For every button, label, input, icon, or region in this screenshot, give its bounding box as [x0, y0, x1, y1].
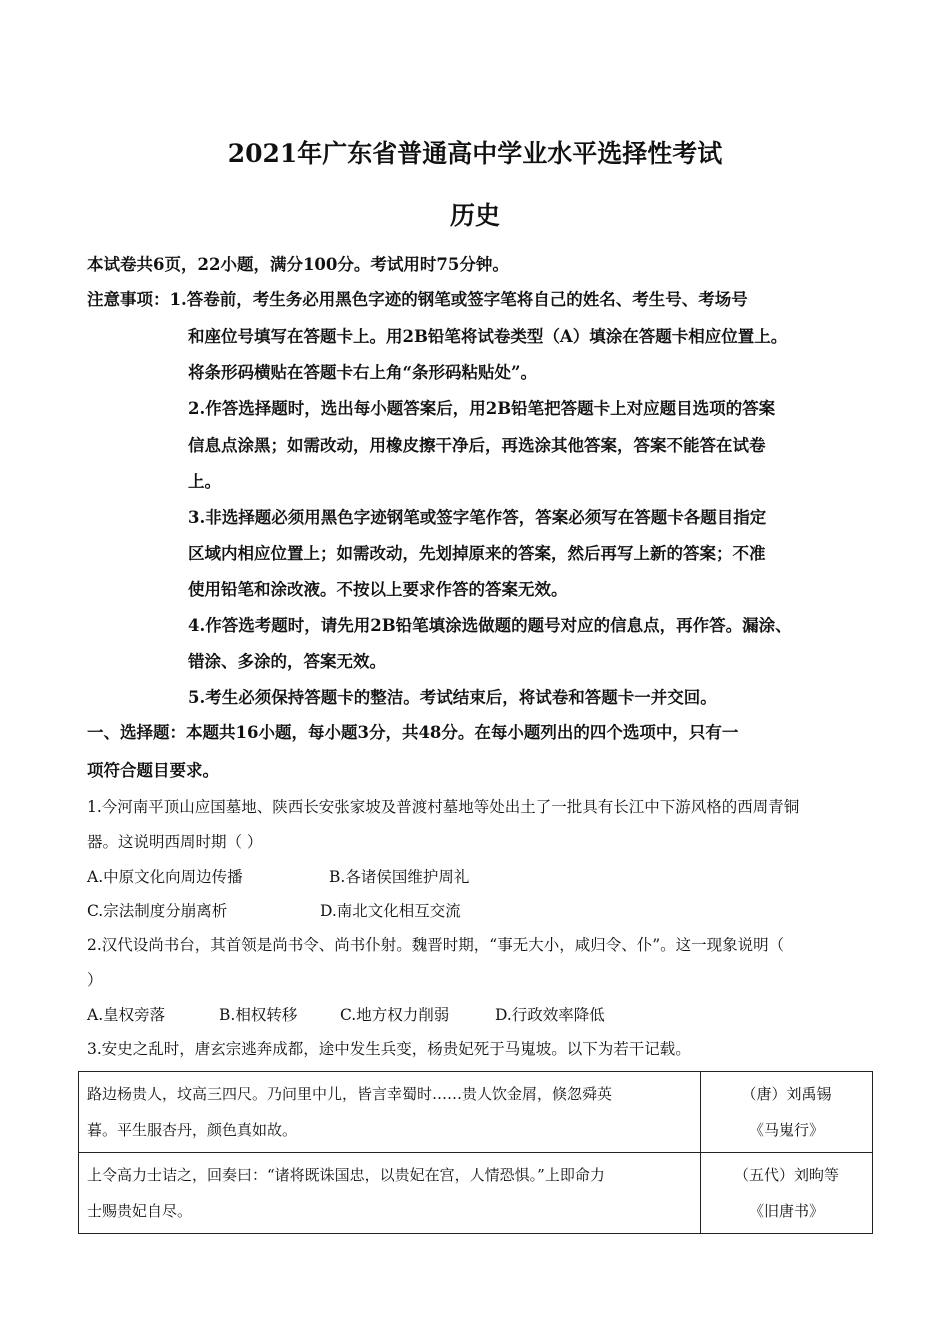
notes-label-line: 注意事项：1.答卷前，考生务必用黑色字迹的钢笔或签字笔将自己的姓名、考生号、考场号: [87, 290, 748, 309]
question-2-option-a: A.皇权旁落: [87, 1006, 166, 1024]
source-attribution-cell: [701, 1153, 873, 1234]
table-row: [79, 1153, 873, 1234]
note-line: 和座位号填写在答题卡上。用2B铅笔将试卷类型（A）填涂在答题卡相应位置上。: [188, 327, 788, 346]
question-1-stem: 1.今河南平顶山应国墓地、陕西长安张家坡及普渡村墓地等处出土了一批具有长江中下游风格的西周青铜: [87, 798, 800, 816]
question-2-option-b: B.相权转移: [219, 1006, 298, 1024]
question-1-option-d: D.南北文化相互交流: [320, 902, 461, 920]
source-author: （唐）刘禹锡: [741, 1085, 832, 1103]
note-line: 将条形码横贴在答题卡右上角“条形码粘贴处”。: [188, 363, 537, 382]
note-line: 错涂、多涂的，答案无效。: [188, 652, 386, 671]
question-2-option-c: C.地方权力削弱: [340, 1006, 450, 1024]
question-1-option-a: A.中原文化向周边传播: [87, 868, 243, 886]
question-1-option-b: B.各诸侯国维护周礼: [329, 868, 470, 886]
source-work: 《马嵬行》: [748, 1121, 824, 1139]
section-heading: 一、选择题：本题共16小题，每小题3分，共48分。在每小题列出的四个选项中，只有一: [87, 723, 739, 742]
source-text-cell: [79, 1153, 701, 1234]
question-2-stem-cont: ）: [87, 971, 103, 989]
source-work: 《旧唐书》: [748, 1202, 824, 1220]
note-line: 5.考生必须保持答题卡的整洁。考试结束后，将试卷和答题卡一并交回。: [188, 688, 717, 707]
question-3-stem: 3.安史之乱时，唐玄宗逃奔成都，途中发生兵变，杨贵妃死于马嵬坡。以下为若干记载。: [87, 1040, 691, 1058]
source-text-cell: [79, 1072, 701, 1153]
source-author: （五代）刘昫等: [733, 1166, 839, 1184]
source-attribution-cell: [701, 1072, 873, 1153]
source-table: [78, 1071, 873, 1234]
exam-subject: 历史: [449, 201, 500, 230]
note-line: 4.作答选考题时，请先用2B铅笔填涂选做题的题号对应的信息点，再作答。漏涂、: [188, 616, 792, 635]
source-text-line: 上令高力士诘之，回奏曰：“诸将既诛国忠，以贵妃在宫，人情恐惧。”上即命力: [87, 1166, 605, 1184]
question-1-stem-cont: 器。这说明西周时期（ ）: [87, 833, 263, 851]
source-text-line: 路边杨贵人，坟高三四尺。乃问里中儿，皆言幸蜀时……贵人饮金屑，倏忽舜英: [87, 1085, 613, 1103]
note-line: 信息点涂黑；如需改动，用橡皮擦干净后，再选涂其他答案，答案不能答在试卷: [188, 436, 766, 455]
exam-title: 2021年广东省普通高中学业水平选择性考试: [227, 139, 723, 168]
note-line: 上。: [188, 472, 221, 491]
source-text-line: 士赐贵妃自尽。: [87, 1202, 193, 1220]
question-2-option-d: D.行政效率降低: [495, 1006, 605, 1024]
note-line: 区域内相应位置上；如需改动，先划掉原来的答案，然后再写上新的答案；不准: [188, 544, 766, 563]
note-line: 使用铅笔和涂改液。不按以上要求作答的答案无效。: [188, 580, 568, 599]
question-1-option-c: C.宗法制度分崩离析: [87, 902, 228, 920]
note-line: 3.非选择题必须用黑色字迹钢笔或签字笔作答，答案必须写在答题卡各题目指定: [188, 508, 767, 527]
section-heading-cont: 项符合题目要求。: [87, 761, 219, 780]
exam-intro: 本试卷共6页，22小题，满分100分。考试用时75分钟。: [87, 255, 509, 274]
source-text-line: 暮。平生服杏丹，颜色真如故。: [87, 1121, 298, 1139]
table-row: [79, 1072, 873, 1153]
question-2-stem: 2.汉代设尚书台，其首领是尚书令、尚书仆射。魏晋时期，“事无大小，咸归令、仆”。这一现象说明（: [87, 936, 785, 954]
note-line: 2.作答选择题时，选出每小题答案后，用2B铅笔把答题卡上对应题目选项的答案: [188, 399, 776, 418]
